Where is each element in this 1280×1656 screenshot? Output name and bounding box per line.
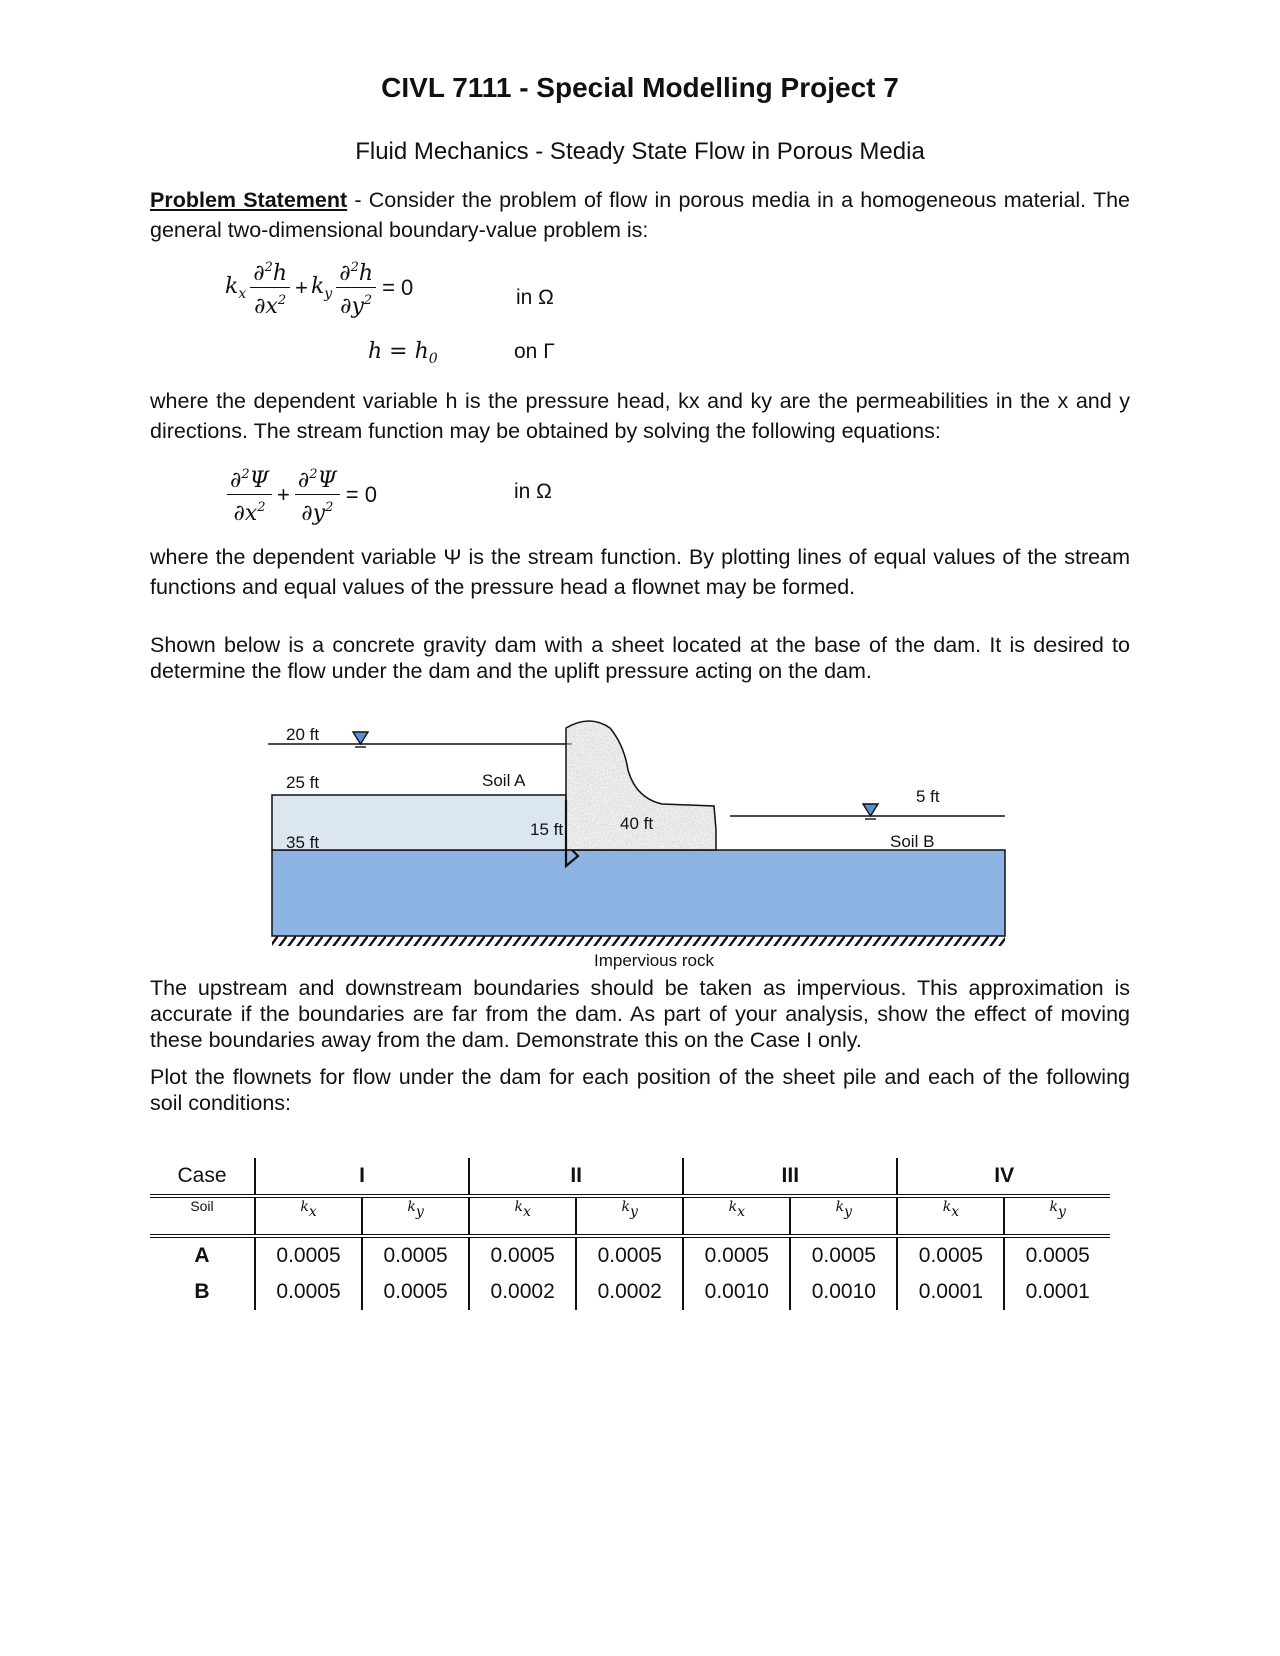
soil-conditions-table bbox=[150, 1158, 1110, 1310]
boundary-subscript: 0 bbox=[428, 351, 438, 367]
kx-header: kx bbox=[683, 1196, 790, 1236]
boundary-domain-label: on Γ bbox=[514, 340, 555, 363]
problem-statement bbox=[150, 185, 1130, 245]
value-cell: 0.0005 bbox=[683, 1236, 790, 1274]
value-cell: 0.0002 bbox=[469, 1274, 576, 1310]
value-cell: 0.0001 bbox=[897, 1274, 1004, 1310]
equation-boundary bbox=[368, 338, 438, 367]
ky-header: ky bbox=[576, 1196, 683, 1236]
value-cell: 0.0005 bbox=[255, 1274, 362, 1310]
case-header-1: I bbox=[255, 1158, 469, 1196]
impervious-rock bbox=[272, 936, 1005, 946]
value-cell: 0.0005 bbox=[255, 1236, 362, 1274]
label-40ft: 40 ft bbox=[620, 814, 654, 833]
page-subtitle: Fluid Mechanics - Steady State Flow in Porous Media bbox=[355, 138, 925, 165]
equation-domain-label: in Ω bbox=[516, 286, 554, 309]
value-cell: 0.0005 bbox=[469, 1236, 576, 1274]
boundary-equation-text: h = h bbox=[368, 339, 429, 364]
problem-statement-text: - Consider the problem of flow in porous media in a homogeneous material. The general two-dimensional boundary-value problem is: bbox=[150, 188, 1131, 242]
soil-cell: A bbox=[194, 1244, 210, 1267]
soil-header: Soil bbox=[150, 1196, 255, 1236]
kx-header: kx bbox=[897, 1196, 1004, 1236]
case-header-4: IV bbox=[897, 1158, 1110, 1196]
label-impervious-rock: Impervious rock bbox=[594, 951, 714, 970]
value-cell: 0.0010 bbox=[790, 1274, 897, 1310]
case-header-2: II bbox=[469, 1158, 683, 1196]
label-15ft: 15 ft bbox=[530, 820, 564, 839]
table-row bbox=[150, 1274, 1110, 1310]
kx-header: kx bbox=[469, 1196, 576, 1236]
kx-header: kx bbox=[255, 1196, 362, 1236]
ky-header: ky bbox=[1004, 1196, 1110, 1236]
equation-domain-label-2: in Ω bbox=[514, 480, 552, 503]
value-cell: 0.0005 bbox=[1004, 1236, 1110, 1274]
equation-stream-function: $\frac{\partial^2\Psi}{\partial x^2}$ + $\frac{\partial^2\Psi}{\partial y^2}$ = 0 bbox=[225, 462, 377, 527]
ky-header: ky bbox=[362, 1196, 469, 1236]
dam-figure bbox=[260, 720, 1020, 970]
label-soil-b: Soil B bbox=[890, 832, 935, 851]
table-row bbox=[150, 1236, 1110, 1274]
value-cell: 0.0010 bbox=[683, 1274, 790, 1310]
equation-laplace-head: $k_x$ $\frac{\partial^2h}{\partial x^2}$ + $k_y$ $\frac{\partial^2h}{\partial y^2}$ = 0 bbox=[225, 255, 413, 320]
paragraph-stream-function: where the dependent variable Ψ is the stream function. By plotting lines of equal values of the stream functions and equal values of the pressure head a flownet may be formed. bbox=[150, 545, 1130, 599]
label-20ft: 20 ft bbox=[286, 725, 320, 744]
paragraph-dam-description: Shown below is a concrete gravity dam with a sheet located at the base of the dam. It is desired to determine the flow under the dam and the uplift pressure acting on the dam. bbox=[150, 633, 1130, 683]
value-cell: 0.0005 bbox=[897, 1236, 1004, 1274]
ky-header: ky bbox=[790, 1196, 897, 1236]
label-5ft: 5 ft bbox=[916, 787, 940, 806]
label-soil-a: Soil A bbox=[482, 771, 526, 790]
label-25ft: 25 ft bbox=[286, 773, 320, 792]
page-title: CIVL 7111 - Special Modelling Project 7 bbox=[381, 72, 899, 103]
table-subheader-row bbox=[150, 1196, 1110, 1236]
equation-rhs-2: = 0 bbox=[345, 481, 377, 507]
case-header-3: III bbox=[683, 1158, 897, 1196]
value-cell: 0.0005 bbox=[362, 1274, 469, 1310]
table-header-row bbox=[150, 1158, 1110, 1196]
equation-rhs: = 0 bbox=[382, 274, 414, 300]
paragraph-pressure-head: where the dependent variable h is the pressure head, kx and ky are the permeabilities in the x and y directions. The stream function may be obtained by solving the following equations: bbox=[150, 389, 1130, 443]
value-cell: 0.0005 bbox=[790, 1236, 897, 1274]
value-cell: 0.0002 bbox=[576, 1274, 683, 1310]
value-cell: 0.0005 bbox=[362, 1236, 469, 1274]
case-header: Case bbox=[150, 1158, 255, 1196]
paragraph-boundaries: The upstream and downstream boundaries should be taken as impervious. This approximation is accurate if the boundaries are far from the dam. As part of your analysis, show the effect of moving these boundaries away from the dam. Demonstrate this on the Case I only. bbox=[150, 976, 1130, 1052]
value-cell: 0.0001 bbox=[1004, 1274, 1110, 1310]
soil-cell: B bbox=[194, 1280, 210, 1303]
value-cell: 0.0005 bbox=[576, 1236, 683, 1274]
problem-statement-label: Problem Statement bbox=[150, 188, 348, 212]
soil-b-layer bbox=[272, 850, 1005, 936]
paragraph-plot-instructions: Plot the flownets for flow under the dam for each position of the sheet pile and each of the following soil conditions: bbox=[150, 1065, 1130, 1115]
label-35ft: 35 ft bbox=[286, 833, 320, 852]
